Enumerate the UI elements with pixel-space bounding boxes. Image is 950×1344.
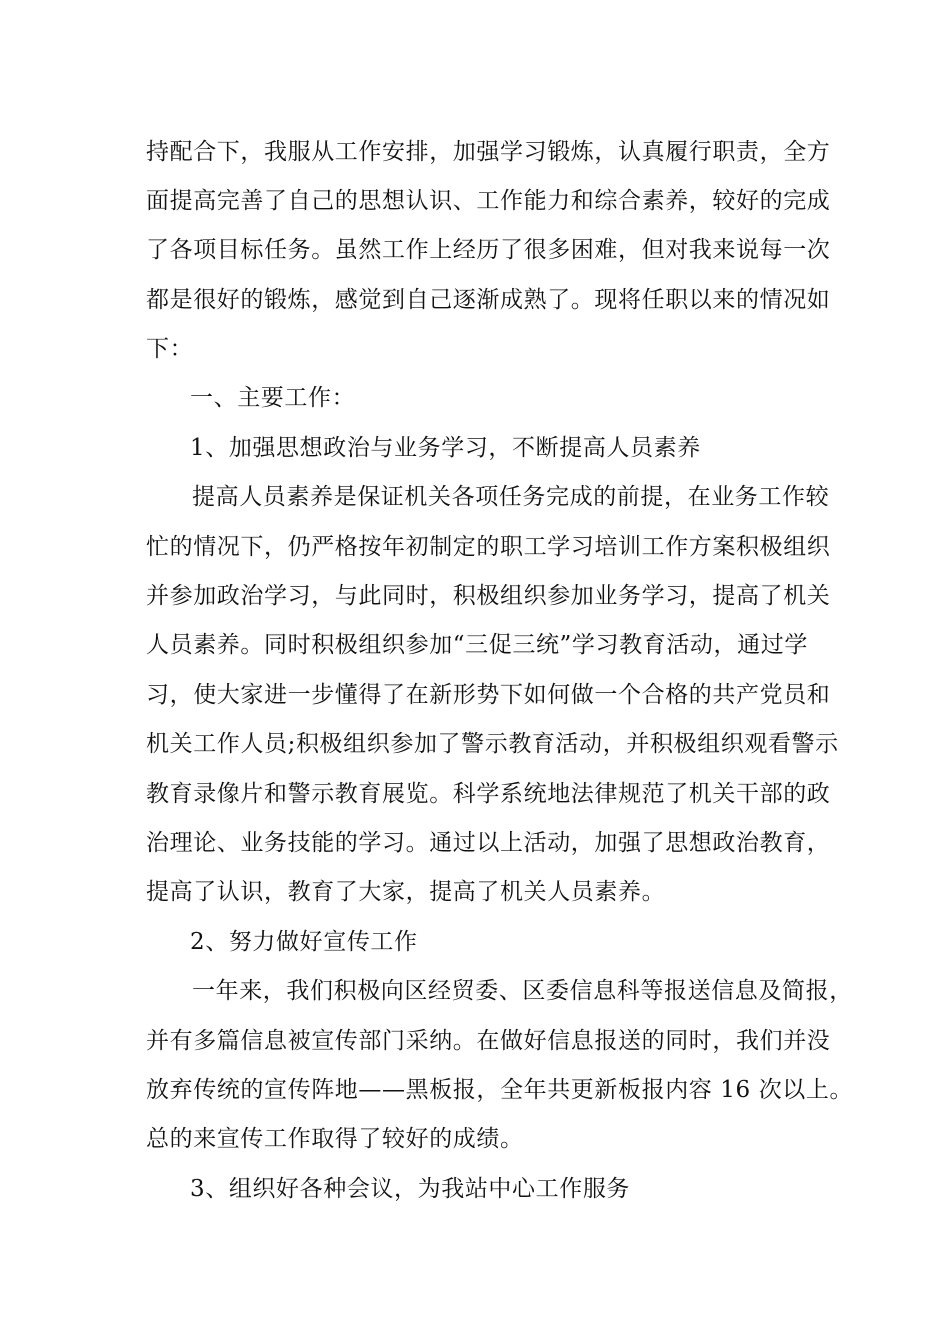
paragraph-line: 了各项目标任务。虽然工作上经历了很多困难，但对我来说每一次 [146,237,831,263]
subsection-heading: 3、组织好各种会议，为我站中心工作服务 [190,1176,631,1202]
paragraph-line: 教育录像片和警示教育展览。科学系统地法律规范了机关干部的政 [146,781,831,807]
paragraph-line: 提高了认识，教育了大家，提高了机关人员素养。 [146,879,666,905]
section-heading: 一、主要工作： [190,385,356,411]
subsection-heading: 2、努力做好宣传工作 [190,929,418,955]
paragraph-line: 放弃传统的宣传阵地——黑板报，全年共更新板报内容 16 次以上。 [146,1077,854,1103]
paragraph-line: 人员素养。同时积极组织参加“三促三统”学习教育活动，通过学 [146,632,808,658]
paragraph-line: 都是很好的锻炼，感觉到自己逐渐成熟了。现将任职以来的情况如 [146,287,831,313]
paragraph-line: 提高人员素养是保证机关各项任务完成的前提，在业务工作较 [192,484,830,510]
paragraph-line: 一年来，我们积极向区经贸委、区委信息科等报送信息及简报， [192,978,853,1004]
paragraph-line: 下： [146,336,194,362]
paragraph-line: 总的来宣传工作取得了较好的成绩。 [146,1126,524,1152]
paragraph-line: 忙的情况下，仍严格按年初制定的职工学习培训工作方案积极组织 [146,534,831,560]
paragraph-line: 面提高完善了自己的思想认识、工作能力和综合素养，较好的完成 [146,188,831,214]
subsection-heading: 1、加强思想政治与业务学习，不断提高人员素养 [190,435,701,461]
paragraph-line: 机关工作人员;积极组织参加了警示教育活动，并积极组织观看警示 [146,731,839,757]
paragraph-line: 治理论、业务技能的学习。通过以上活动，加强了思想政治教育， [146,830,831,856]
paragraph-line: 并有多篇信息被宣传部门采纳。在做好信息报送的同时，我们并没 [146,1028,831,1054]
paragraph-line: 习，使大家进一步懂得了在新形势下如何做一个合格的共产党员和 [146,682,831,708]
paragraph-line: 并参加政治学习，与此同时，积极组织参加业务学习，提高了机关 [146,583,831,609]
paragraph-line: 持配合下，我服从工作安排，加强学习锻炼，认真履行职责，全方 [146,139,831,165]
